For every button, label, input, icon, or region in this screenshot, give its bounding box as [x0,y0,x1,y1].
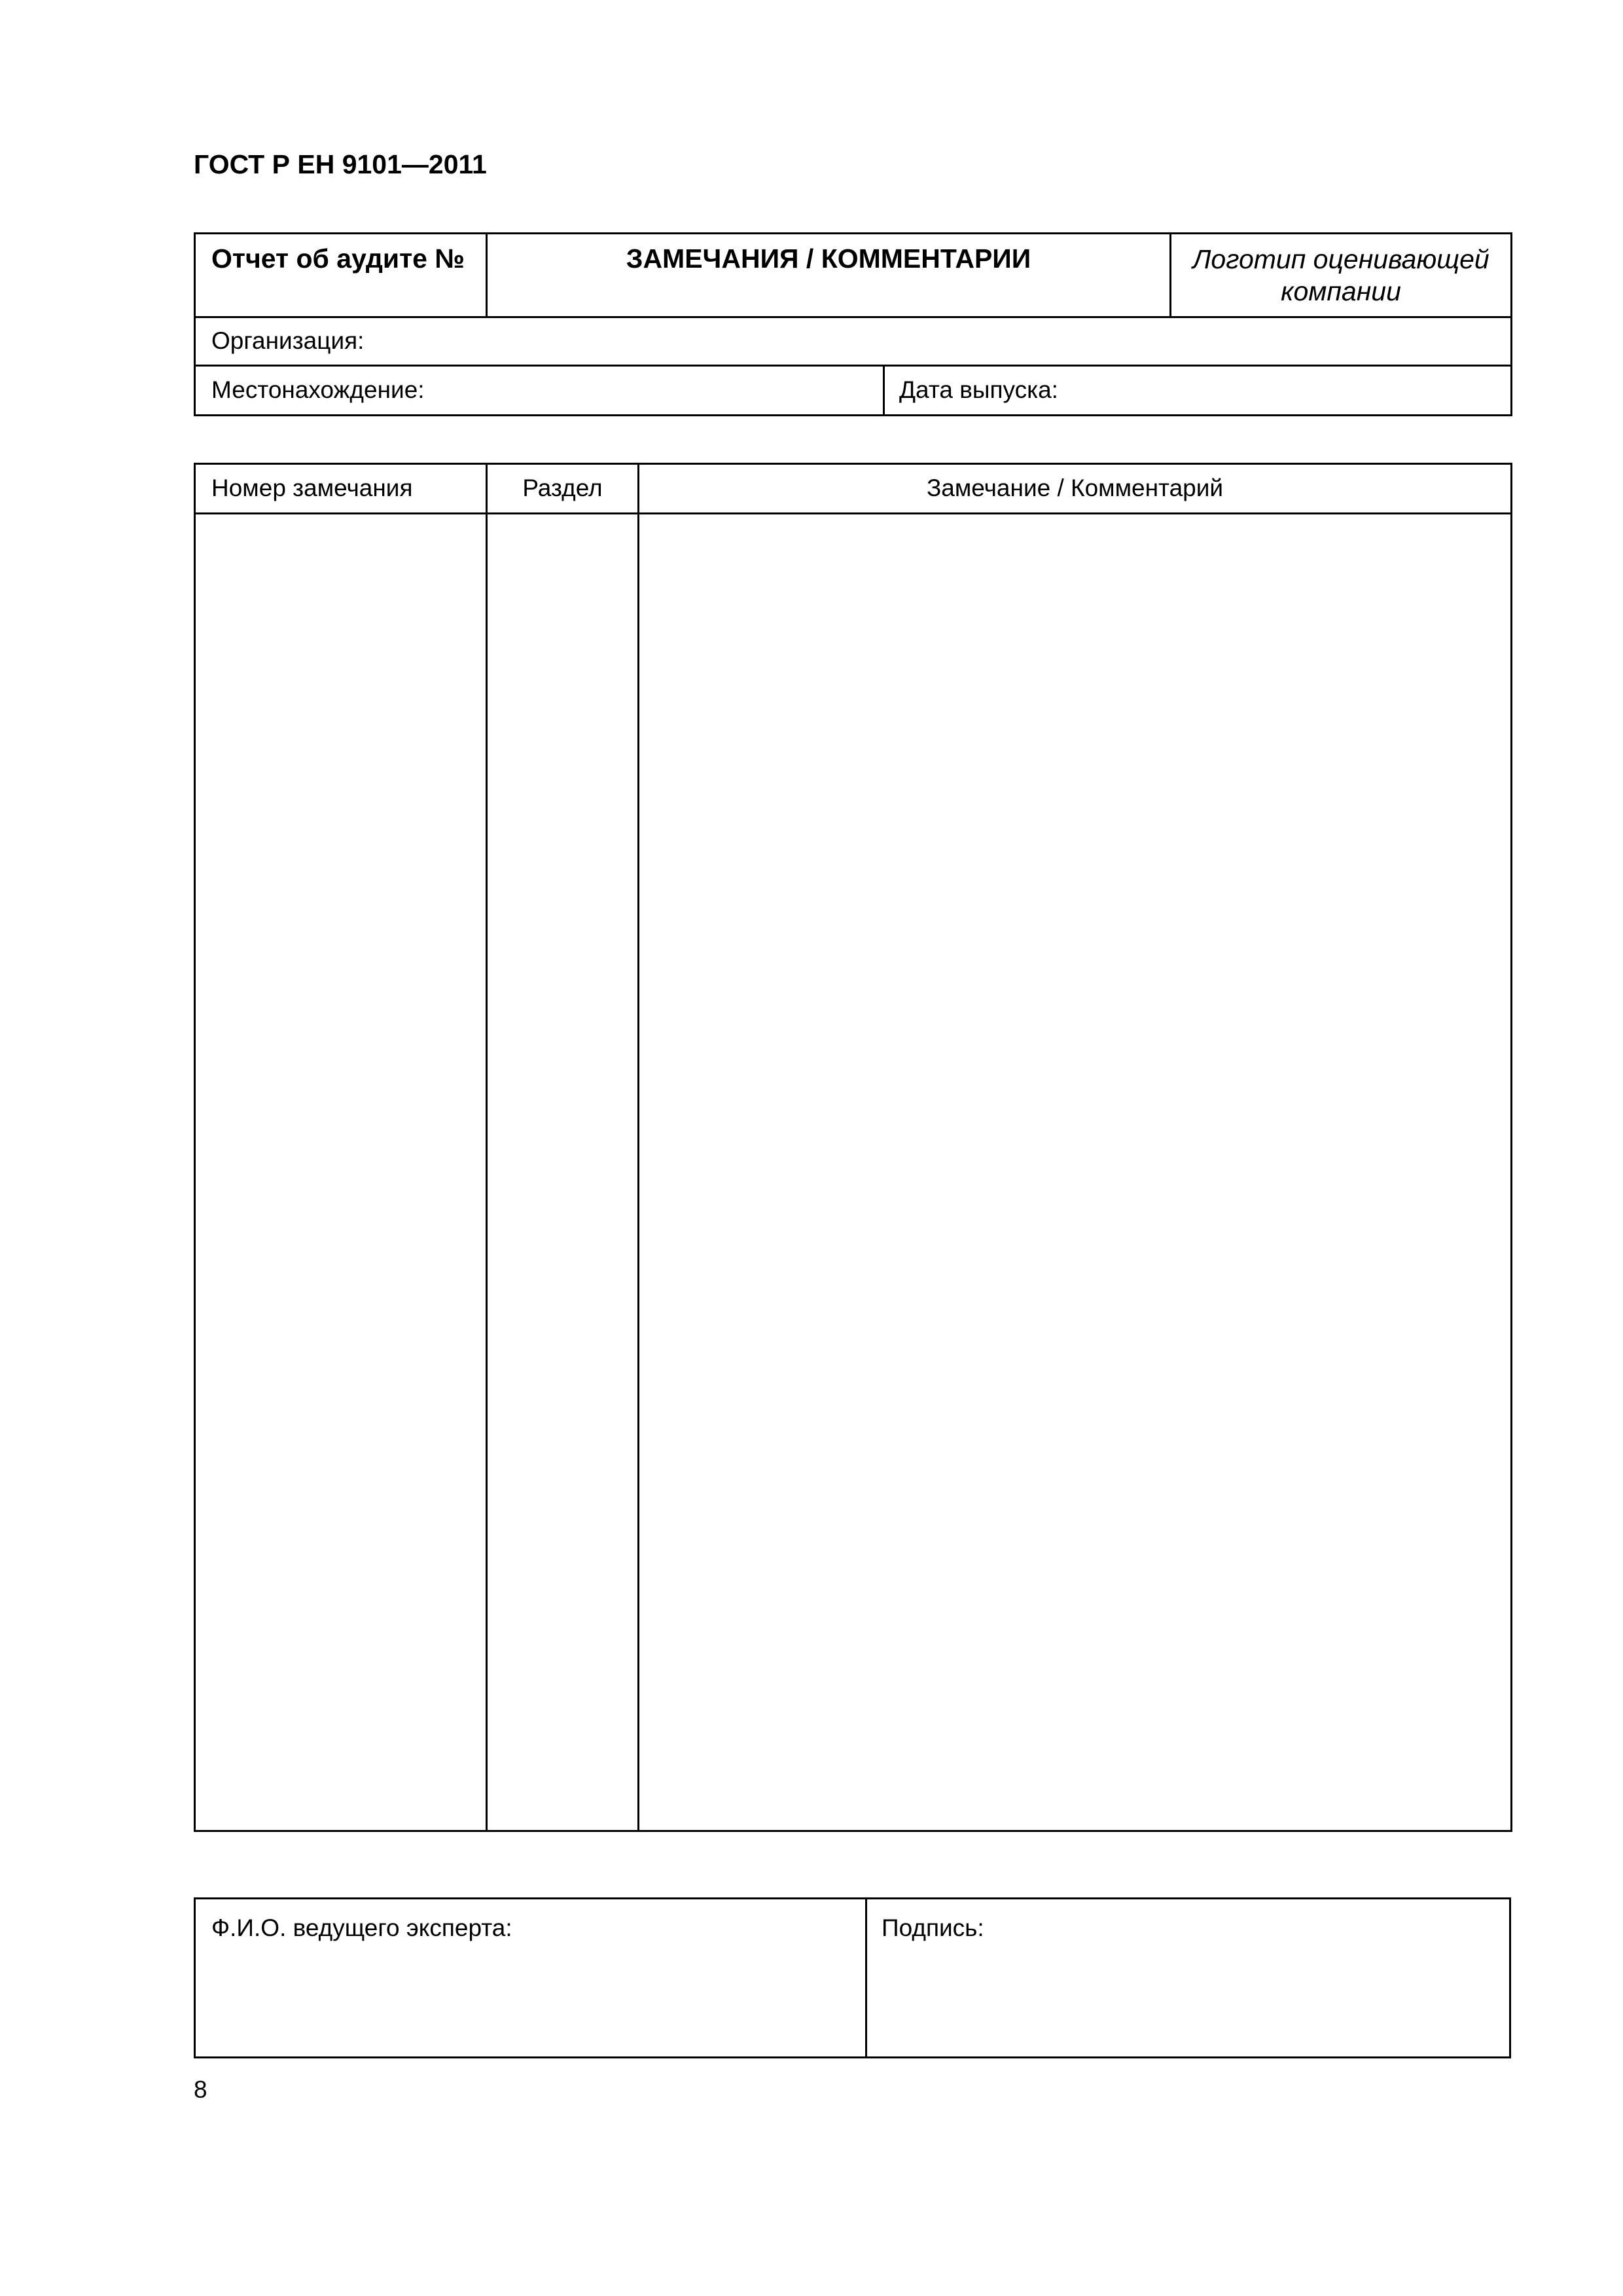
document-code: ГОСТ Р ЕН 9101—2011 [194,149,487,179]
location-field[interactable] [196,367,883,414]
remarks-table [194,463,1512,1832]
title-cell [488,234,1169,316]
location-label: Местонахождение: [211,376,425,403]
column-header-remark-number [196,465,486,512]
organization-field[interactable] [196,318,1510,365]
column-header-label: Замечание / Комментарий [926,475,1224,501]
logo-placeholder-line2: компании [1281,276,1401,306]
organization-label: Организация: [211,327,365,354]
form-title: ЗАМЕЧАНИЯ / КОММЕНТАРИИ [626,243,1031,274]
lead-expert-label: Ф.И.О. ведущего эксперта: [211,1914,512,1941]
report-header-table [194,232,1512,416]
remark-number-entry[interactable] [196,514,486,1830]
column-header-label: Раздел [522,475,603,501]
logo-cell [1171,234,1510,316]
lead-expert-field[interactable] [196,1899,865,2056]
report-number-label: Отчет об аудите № [211,243,465,274]
signature-field[interactable] [867,1899,1509,2056]
remark-entry[interactable] [639,514,1510,1830]
page-number: 8 [194,2076,207,2103]
section-entry[interactable] [488,514,637,1830]
issue-date-field[interactable] [885,367,1510,414]
column-header-section [488,465,637,512]
column-header-label: Номер замечания [211,475,413,501]
column-header-remark [639,465,1510,512]
signature-label: Подпись: [882,1914,984,1941]
report-number-cell[interactable] [196,234,486,316]
issue-date-label: Дата выпуска: [899,376,1058,403]
logo-placeholder-line1: Логотип оценивающей [1192,244,1489,274]
signature-table [194,1897,1511,2058]
